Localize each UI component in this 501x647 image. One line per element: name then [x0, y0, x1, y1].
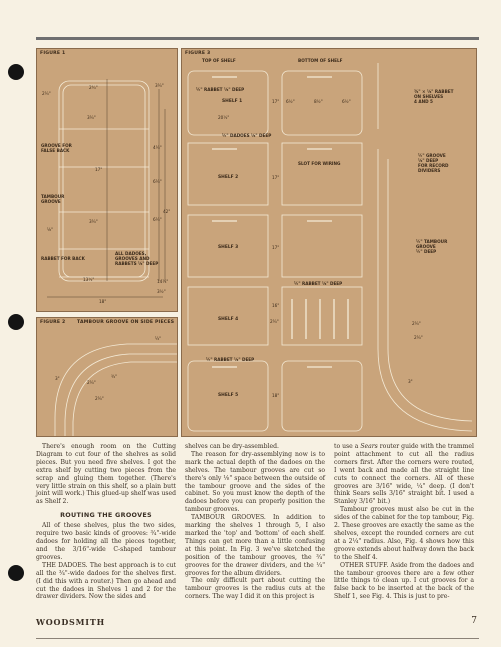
dim: 2¼" [414, 335, 423, 340]
figure-3-title: FIGURE 3 [185, 51, 211, 56]
dim: 13½" [83, 277, 95, 282]
paragraph: All of these shelves, plus the two sides, require two basic kinds of grooves: ¾"-wide dadoes for holding all the pieces together, and the 3/16"-wide C-shaped tambour grooves. [36, 522, 176, 561]
dim: 42" [163, 209, 171, 214]
dim: 2¼" [95, 396, 104, 401]
dim: 3" [55, 376, 60, 381]
dim: 6¼" [153, 217, 162, 222]
paragraph: There's enough room on the Cutting Diagram to cut four of the shelves as solid pieces. But you need five shelves. I got the extra shelf by cutting two pieces from the scrap and gluing them together. (There's very little strain on this shelf, so a plain butt joint will work.) This glued-up shelf was used as Shelf 2. [36, 443, 176, 506]
label-rabbet-low: ¼" RABBET ⅛" DEEP [206, 357, 255, 362]
paragraph [334, 443, 474, 506]
paragraph: The reason for dry-assemblying now is to mark the actual depth of the dadoes on the shelves. The tambour grooves are cut so there's only ⅛" space between the outside of the tambour groove and the sides of the cabinet. So you must know the depth of the dadoes before you can properly position the tambour grooves. [185, 450, 325, 514]
dim: 16" [272, 303, 280, 308]
dim: 20½" [218, 115, 230, 120]
paragraph-text: The best approach is to cut all the ¾"-wide dadoes for the shelves first. (I did this with a router.) Then go ahead and cut the dadoes in Shelves 1 and 2 for the drawer dividers. Now the sides and [36, 561, 176, 601]
paragraph [185, 514, 325, 577]
label-rabbet-top: ¼" RABBET ⅛" DEEP [196, 87, 245, 92]
dim: 6¼" [153, 179, 162, 184]
paragraph-text: In addition to marking the shelves 1 through 5, I also marked the 'top' and 'bottom' of each shelf. Things can get more than a little confusing at this point. In Fig. 3 we've sketched the position of the tambour grooves, the ¾" grooves for the drawer dividers, and the ¼" grooves for the album dividers. [185, 514, 326, 577]
figure-1 [36, 48, 178, 312]
shelf-5-label: SHELF 5 [218, 393, 239, 398]
dim: 4¼" [153, 145, 162, 150]
figure-2-title: FIGURE 2 [40, 320, 66, 325]
figure-2-subtitle: TAMBOUR GROOVE ON SIDE PIECES [77, 320, 175, 325]
paragraph [334, 562, 474, 602]
paragraph: The only difficult part about cutting the tambour grooves is the radius cuts at the corners. The way I did it on this project is [185, 577, 325, 601]
paragraph: shelves can be dry-assembled. [185, 443, 279, 450]
paragraph-text: to use a [334, 443, 361, 450]
label-slot-wiring: SLOT FOR WIRING [298, 161, 341, 166]
shelf-2-label: SHELF 2 [218, 175, 239, 180]
dim: 18" [272, 393, 280, 398]
label-top-of-shelf: TOP OF SHELF [202, 58, 236, 63]
figure-1-title: FIGURE 1 [40, 51, 66, 56]
section-heading: ROUTING THE GROOVES [60, 511, 152, 520]
binder-hole-bottom [8, 565, 24, 581]
article-body [36, 443, 475, 601]
label-dadoes: ¼" DADOES ⅛" DEEP [222, 133, 272, 138]
dim: 2¼" [42, 91, 51, 96]
label-bottom-of-shelf: BOTTOM OF SHELF [298, 58, 343, 63]
dim: 17" [272, 245, 280, 250]
dim: 3½" [157, 289, 166, 294]
paragraph: Tambour grooves must also be cut in the sides of the cabinet for the top tambour, Fig. 2. These grooves are exactly the same as the shelves, except the rounded corners are cut at a 2¼" radius. Also, Fig. 4 shows how this groove extends about halfway down the back to the Shelf 4. [334, 506, 474, 561]
label-tambour-groove: TAMBOUR GROOVE [41, 194, 65, 204]
dim: 3" [408, 379, 413, 384]
label-all-dadoes: ALL DADOES, GROOVES AND RABBETS ⅛" DEEP [115, 251, 159, 266]
shelf-1-label: SHELF 1 [222, 99, 243, 104]
column-3 [334, 443, 474, 601]
dim: 3¼" [89, 219, 98, 224]
dim: ⅛" [47, 227, 53, 232]
page-number: 7 [471, 616, 477, 626]
figure-3 [181, 48, 477, 437]
dim: 18" [99, 299, 107, 304]
paragraph-text: router guide with the trammel point attachment to cut all the radius corners first. After the corners were routed, I went back and made all the straight line cuts to connect the corners. All of these grooves are 3/16" wide, ¼" deep. (I don't think Sears sells 3/16" straight bit. I used a Stanley 3/16" bit.) [334, 443, 474, 506]
paragraph-text: Aside from the dadoes and the tambour grooves there are a few other little things to clean up. I cut grooves for a false back to be inserted at the back of the Shelf 1, see Fig. 4. This is just to pre- [334, 561, 475, 601]
label-rabbet-mid: ¼" RABBET ⅛" DEEP [294, 281, 343, 286]
dim: 14¼" [157, 279, 169, 284]
label-right-tambour: ¼" TAMBOUR GROOVE ¼" DEEP [416, 239, 448, 254]
dim: 6½" [286, 99, 295, 104]
dim: 6½" [342, 99, 351, 104]
shelf-3-label: SHELF 3 [218, 245, 239, 250]
dim: 2¾" [89, 85, 98, 90]
top-rule [36, 37, 479, 40]
column-2 [185, 443, 325, 601]
dim: 8½" [314, 99, 323, 104]
dim: 3¼" [155, 83, 164, 88]
label-rabbet-back: RABBET FOR BACK [41, 256, 85, 261]
dim: 17" [272, 175, 280, 180]
shelf-4-label: SHELF 4 [218, 317, 239, 322]
run-in-heading: TAMBOUR GROOVES. [191, 514, 266, 522]
label-right-groove: ¼" GROOVE ⅛" DEEP FOR RECORD DIVIDERS [418, 153, 449, 173]
run-in-heading: OTHER STUFF. [340, 561, 389, 569]
dim: 17" [272, 99, 280, 104]
binder-hole-middle [8, 314, 24, 330]
magazine-name: WOODSMITH [36, 617, 105, 627]
column-1 [36, 443, 176, 601]
paragraph [36, 562, 176, 602]
emphasis: Sears [360, 443, 378, 450]
binder-hole-top [8, 64, 24, 80]
label-groove-false-back: GROOVE FOR FALSE BACK [41, 143, 72, 153]
dim: 17" [95, 167, 103, 172]
footer-rule [36, 638, 479, 639]
dim: 3¼" [87, 115, 96, 120]
dim: ¾" [111, 374, 117, 379]
figure-2 [36, 317, 178, 437]
dim: 2¼" [87, 380, 96, 385]
label-right-rabbet: ⅜" × ⅛" RABBET ON SHELVES 4 AND 5 [414, 89, 454, 104]
dim: 2¼" [270, 319, 279, 324]
dim: 2¼" [412, 321, 421, 326]
run-in-heading: THE DADOES. [42, 561, 88, 569]
dim: ¼" [155, 336, 161, 341]
